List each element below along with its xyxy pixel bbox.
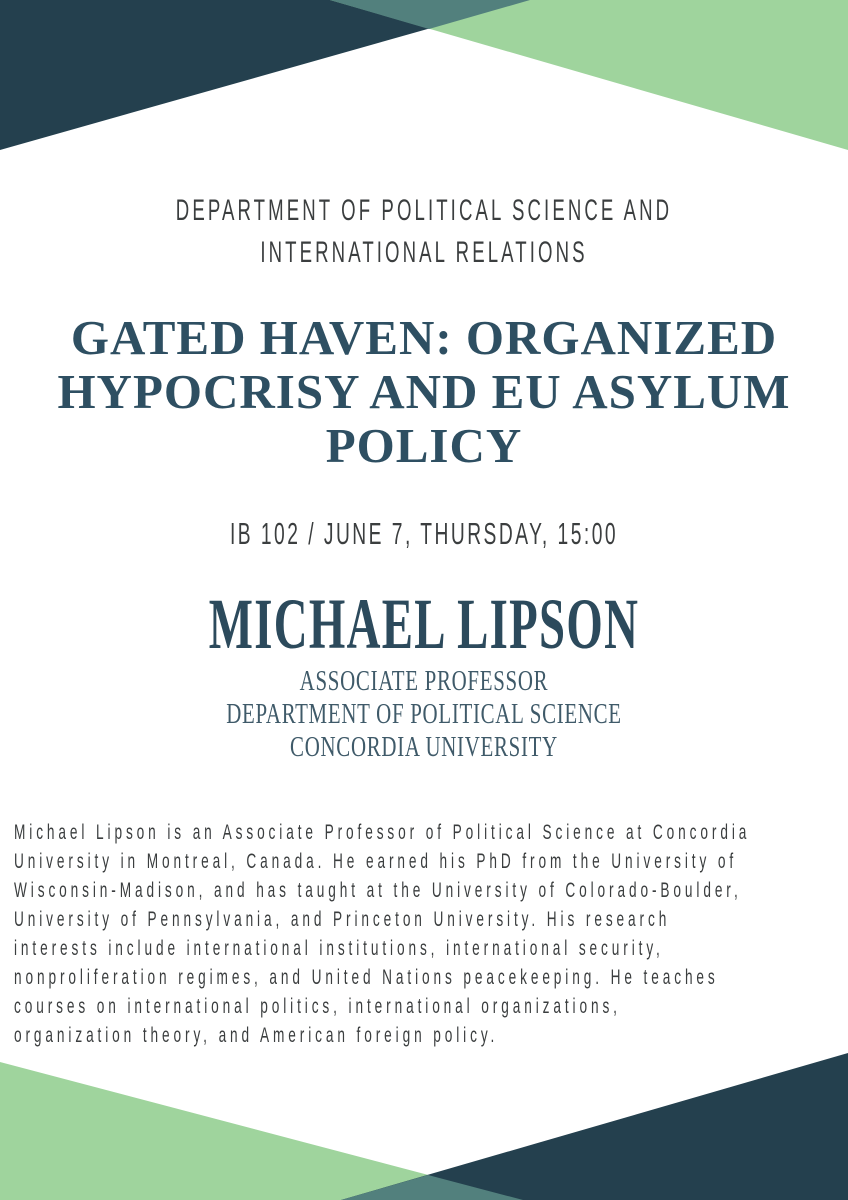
speaker-affiliation-line1: ASSOCIATE PROFESSOR (299, 665, 549, 697)
speaker-bio-line7: courses on international politics, international organizations, (14, 995, 621, 1018)
speaker-bio-line5: interests include international institutions, international security, (14, 937, 664, 960)
department-header (0, 190, 848, 274)
talk-title-line1: GATED HAVEN: ORGANIZED (70, 310, 778, 365)
speaker-bio-line6: nonproliferation regimes, and United Nations peacekeeping. He teaches (14, 966, 719, 989)
speaker-bio-line4: University of Pennsylvania, and Princeton University. His research (14, 908, 671, 931)
speaker-bio-line1: Michael Lipson is an Associate Professor of Political Science at Concordia (14, 821, 751, 844)
speaker-bio (0, 818, 848, 1050)
speaker-bio-line8: organization theory, and American foreign policy. (14, 1024, 499, 1047)
event-info-line: IB 102 / JUNE 7, THURSDAY, 15:00 (229, 516, 619, 551)
speaker-affiliation (0, 665, 848, 764)
top-decoration (0, 0, 848, 150)
bottom-decoration (0, 1050, 848, 1200)
speaker-affiliation-line3: CONCORDIA UNIVERSITY (290, 731, 558, 763)
talk-title-line2: HYPOCRISY AND EU ASYLUM (57, 364, 791, 419)
talk-title (0, 311, 848, 473)
talk-title-line3: POLICY (325, 418, 523, 473)
department-header-line1: DEPARTMENT OF POLITICAL SCIENCE AND (175, 194, 673, 227)
speaker-affiliation-line2: DEPARTMENT OF POLITICAL SCIENCE (226, 698, 622, 730)
speaker-name (0, 584, 848, 664)
speaker-name-line: MICHAEL LIPSON (208, 584, 640, 664)
department-header-line2: INTERNATIONAL RELATIONS (260, 236, 588, 269)
speaker-bio-line3: Wisconsin-Madison, and has taught at the University of Colorado-Boulder, (14, 879, 742, 902)
event-info (0, 515, 848, 552)
speaker-bio-line2: University in Montreal, Canada. He earned his PhD from the University of (14, 850, 738, 873)
